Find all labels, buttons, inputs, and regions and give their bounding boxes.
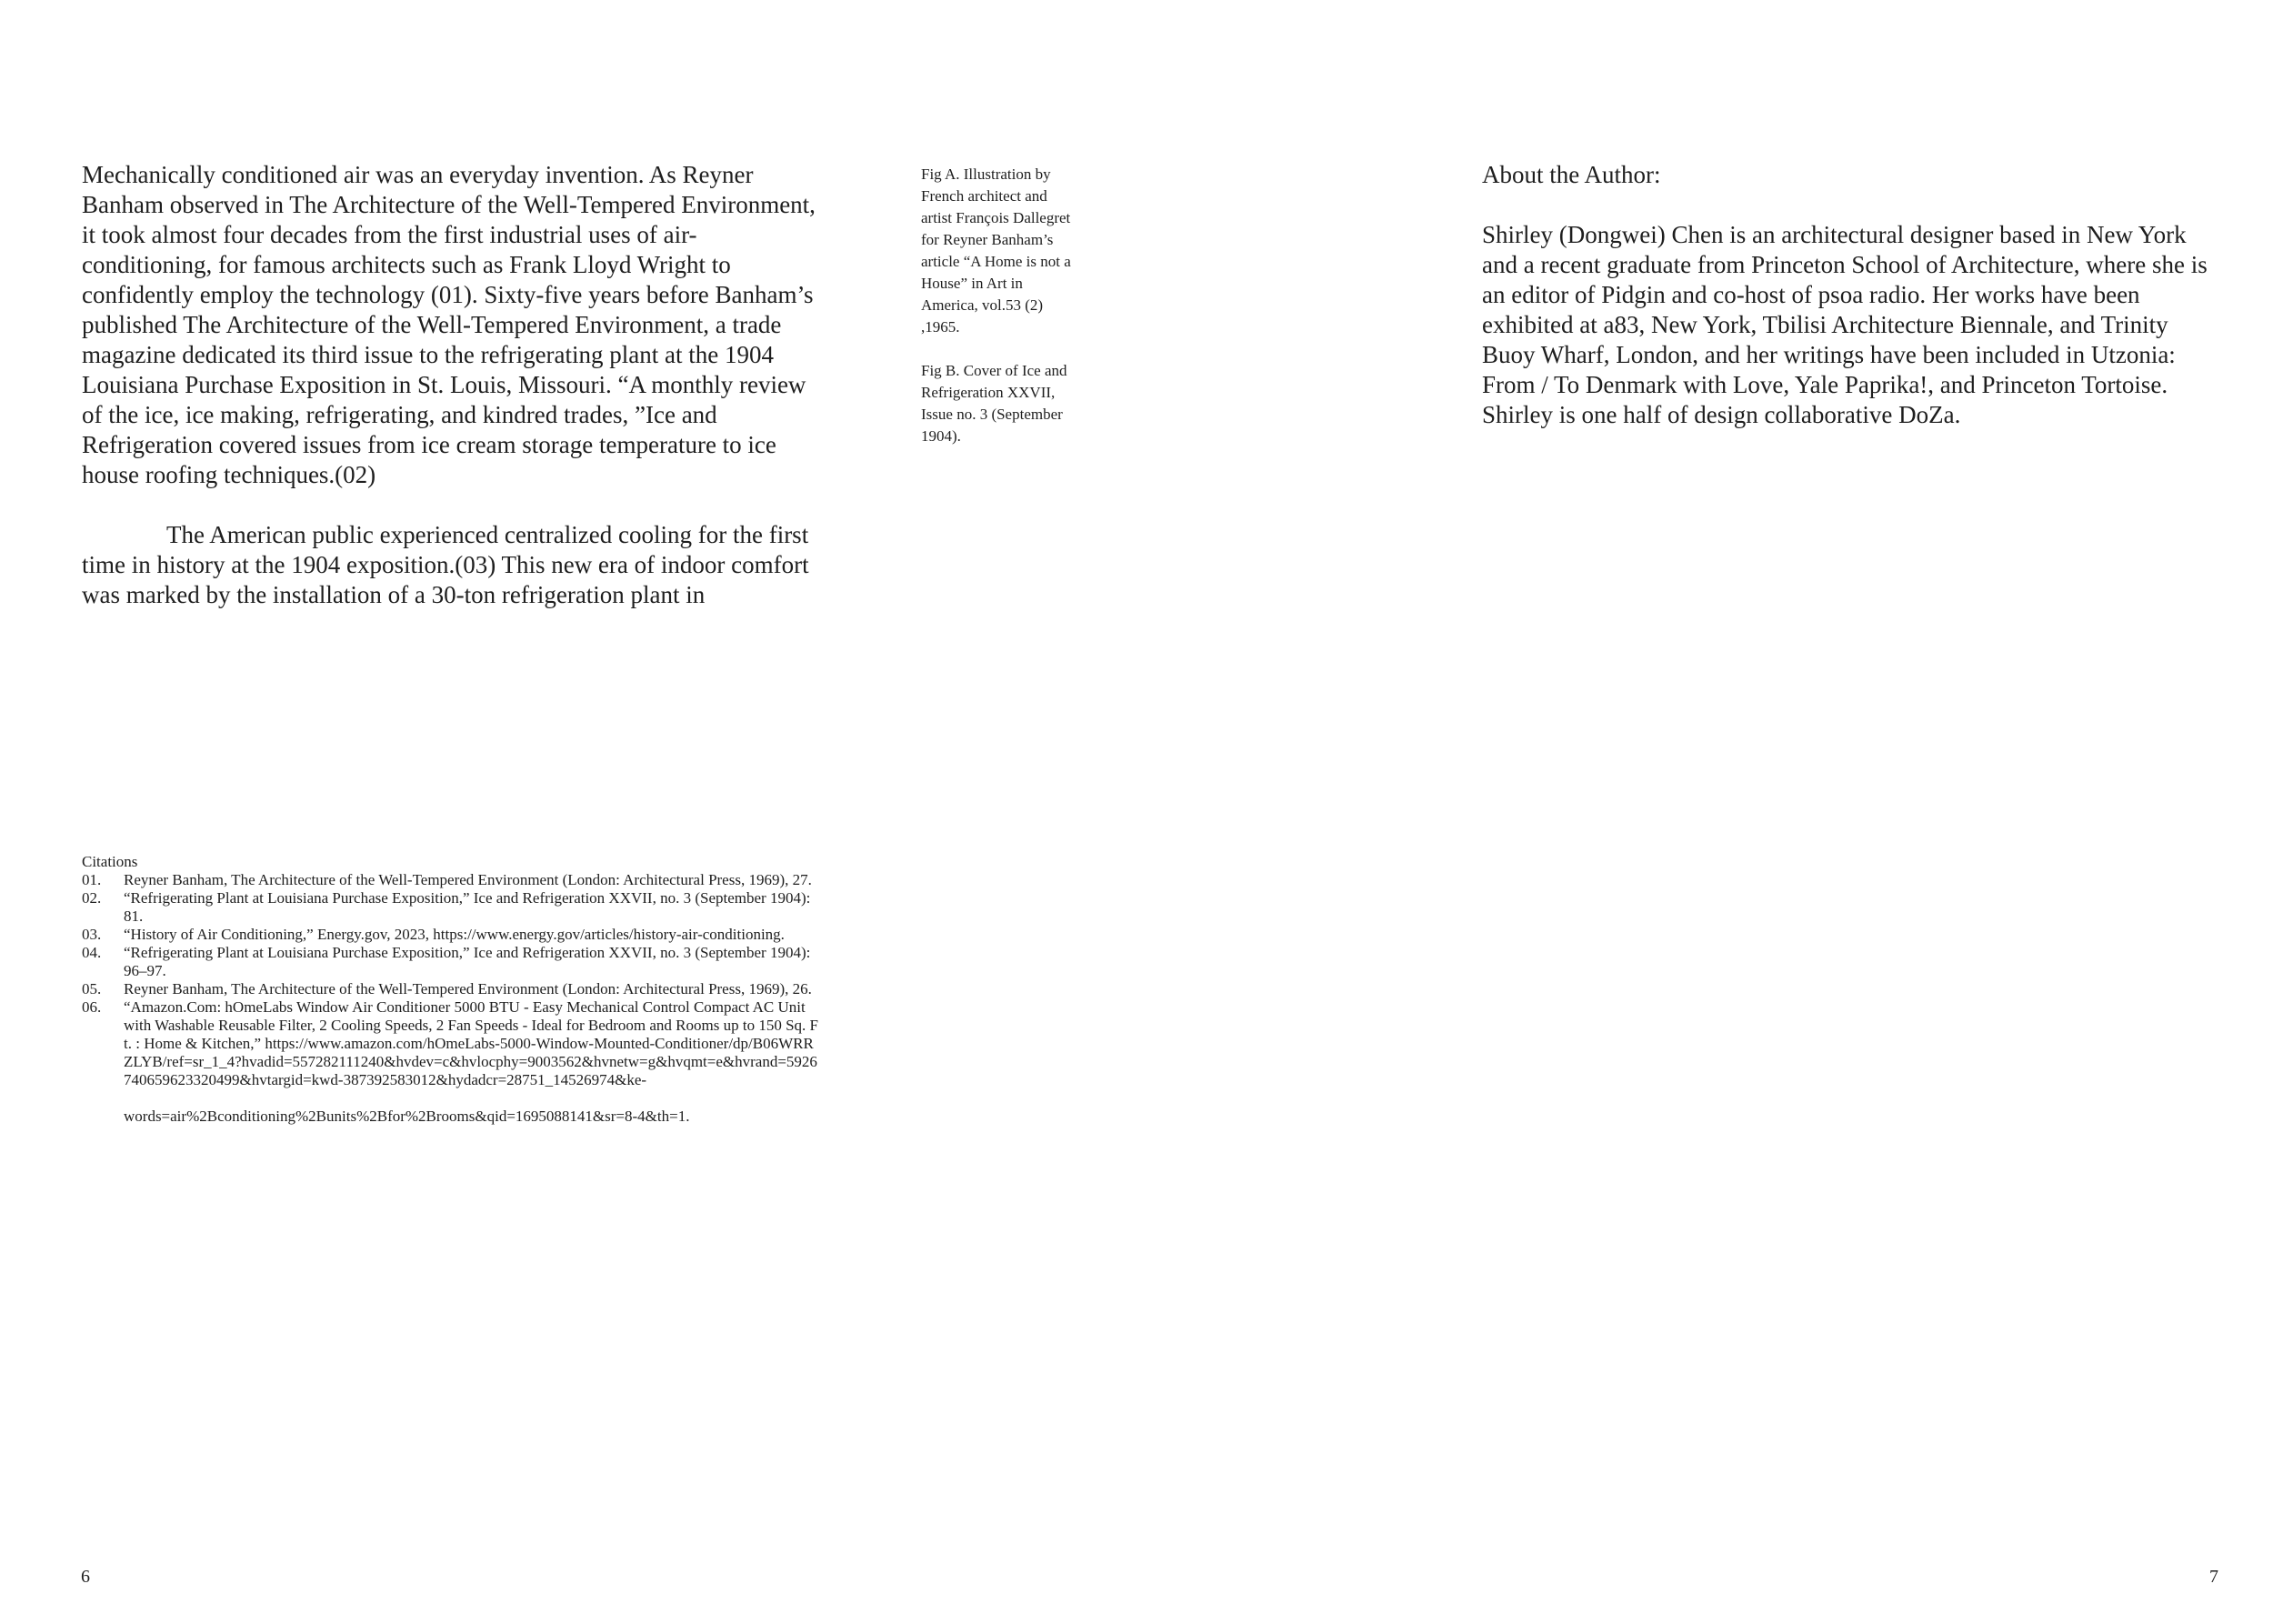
page-number-left: 6 — [81, 1567, 90, 1587]
citation-number: 01. — [82, 871, 102, 888]
about-author — [1482, 160, 2218, 430]
citation-item — [82, 944, 818, 980]
citation-continuation: words=air%2Bconditioning%2Bunits%2Bfor%2Brooms&qid=1695088141&sr=8-4&th=1. — [124, 1108, 690, 1125]
citation-number: 05. — [82, 980, 102, 997]
citation-item — [82, 871, 818, 889]
citations-heading: Citations — [82, 853, 138, 870]
citation-item — [82, 980, 818, 998]
page-number-right: 7 — [2209, 1567, 2218, 1587]
citation-number: 04. — [82, 944, 102, 961]
citation-text: “Refrigerating Plant at Louisiana Purchase Exposition,” Ice and Refrigeration XXVII, no. 3 (September 1904): 81. — [124, 889, 811, 925]
citation-text: Reyner Banham, The Architecture of the Well-Tempered Environment (London: Architectural Press, 1969), 26. — [124, 980, 812, 997]
author-bio: Shirley (Dongwei) Chen is an architectural designer based in New York and a recent graduate from Princeton School of Architecture, where she is an editor of Pidgin and co-host of psoa radio. Her works have been exhibited at a83, New York, Tbilisi Architecture Biennale, and Trinity Buoy Wharf, London, and her writings have been included in Utzonia: From / To Denmark with Love, Yale Paprika!, and Princeton Tortoise. Shirley is one half of design collaborative DoZa. — [1482, 221, 2208, 428]
citation-item — [82, 998, 818, 1089]
caption-fig-b: Fig B. Cover of Ice and Refrigeration XXVII, Issue no. 3 (September 1904). — [921, 362, 1067, 445]
essay-paragraph-2: The American public experienced centralized cooling for the first time in history at the 1904 exposition.(03) This new era of indoor comfort was marked by the installation of a 30-ton refrigeration plant in — [82, 521, 809, 608]
citations-list — [82, 871, 818, 1089]
citation-item — [82, 889, 818, 926]
citation-text: “Amazon.Com: hOmeLabs Window Air Conditioner 5000 BTU - Easy Mechanical Control Compact AC Unit with Washable Reusable Filter, 2 Cooling Speeds, 2 Fan Speeds - Ideal for Bedroom and Rooms up to 150 Sq. Ft. : Home & Kitchen,” https://www.amazon.com/hOmeLabs-5000-Window-Mounted-Conditioner/dp/B06WRRZLYB/ref=sr_1_4?hvadid=557282111240&hvdev=c&hvlocphy=9003562&hvnetw=g&hvqmt=e&hvrand=5926740659623320499&hvtargid=kwd-387392583012&hydadcr=28751_14526974&ke- — [124, 998, 818, 1088]
citation-text: Reyner Banham, The Architecture of the Well-Tempered Environment (London: Architectural Press, 1969), 27. — [124, 871, 812, 888]
citations-section — [82, 853, 818, 1126]
figure-captions — [921, 164, 1080, 447]
essay-paragraph-1: Mechanically conditioned air was an everyday invention. As Reyner Banham observed in The Architecture of the Well-Tempered Environment, it took almost four decades from the first industrial uses of air-conditioning, for famous architects such as Frank Lloyd Wright to confidently employ the technology (01). Sixty-five years before Banham’s published The Architecture of the Well-Tempered Environment, a trade magazine dedicated its third issue to the refrigerating plant at the 1904 Louisiana Purchase Exposition in St. Louis, Missouri. “A monthly review of the ice, ice making, refrigerating, and kindred trades, ”Ice and Refrigeration covered issues from ice cream storage temperature to ice house roofing techniques.(02) — [82, 161, 816, 488]
essay-body — [82, 160, 818, 610]
citation-item — [82, 926, 818, 944]
citation-number: 03. — [82, 926, 102, 943]
citation-number: 06. — [82, 998, 102, 1016]
citation-number: 02. — [82, 889, 102, 907]
about-author-heading: About the Author: — [1482, 161, 1661, 188]
citation-text: “History of Air Conditioning,” Energy.gov, 2023, https://www.energy.gov/articles/history-air-conditioning. — [124, 926, 785, 943]
citation-text: “Refrigerating Plant at Louisiana Purchase Exposition,” Ice and Refrigeration XXVII, no. 3 (September 1904): 96–97. — [124, 944, 811, 979]
caption-fig-a: Fig A. Illustration by French architect and artist François Dallegret for Reyner Banham’s article “A Home is not a House” in Art in America, vol.53 (2) ,1965. — [921, 165, 1071, 336]
